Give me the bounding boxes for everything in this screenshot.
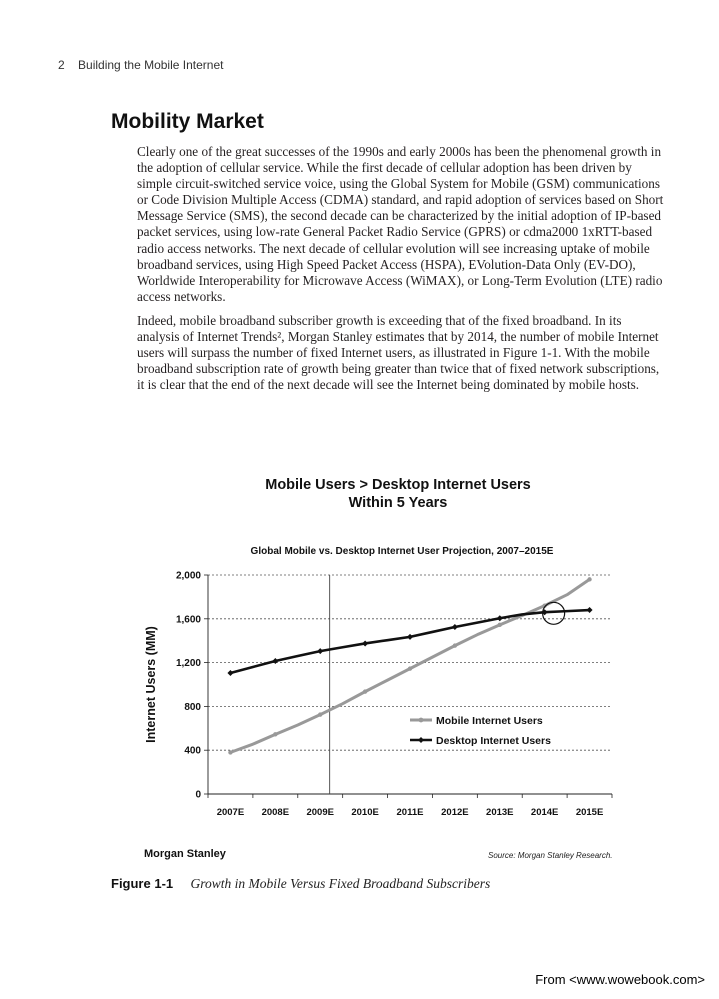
figure-caption-label: Figure 1-1 [111, 876, 174, 891]
data-point-desktop [272, 658, 278, 664]
chart-svg [140, 540, 640, 830]
y-tick-label: 0 [195, 789, 201, 801]
section-title: Mobility Market [111, 110, 264, 133]
paragraph-2: Indeed, mobile broadband subscriber growth is exceeding that of the fixed broadband. In its analysis of Internet Trends², Morgan Stanley estimates that by 2014, the number of mobile Internet users will surpass the number of fixed Internet users, as illustrated in Figure 1-1. With the mobile broadband subscription rate of growth being greater than twice that of fixed network subscriptions, it is clear that the end of the next decade will see the Internet being dominated by mobile hosts. [137, 312, 660, 393]
data-point-mobile [273, 732, 277, 736]
figure-footer-source-note: Source: Morgan Stanley Research. [488, 851, 613, 860]
paragraph-1: Clearly one of the great successes of the 1990s and early 2000s has been the phenomenal growth in the adoption of cellular service. While the first decade of cellular adoption has been driven by simple circuit-switched service voice, using the Global System for Mobile (GSM) communications or Code Division Multiple Access (CDMA) standard, and rapid adoption of services based on Short Message Service (SMS), the second decade can be characterized by the initial adoption of IP-based packet services, using low-rate General Packet Radio Service (GPRS) or cdma2000 1xRTT-based radio access networks. The next decade of cellular evolution will see increasing uptake of mobile broadband services, using High Speed Packet Access (HSPA), EVolution-Data Only (EV-DO), Worldwide Interoperability for Microwave Access (WiMAX), or Long-Term Evolution (LTE) radio access networks. [137, 144, 664, 304]
y-tick-label: 1,200 [175, 658, 201, 670]
chart-title: Global Mobile vs. Desktop Internet User Projection, 2007–2015E [250, 546, 554, 557]
running-title: Building the Mobile Internet [78, 58, 224, 72]
figure-title [130, 476, 666, 512]
data-point-mobile [587, 577, 591, 581]
running-header [58, 58, 223, 72]
x-tick-label: 2010E [351, 807, 379, 818]
figure-title-line-2: Within 5 Years [348, 495, 448, 511]
figure-caption-text: Growth in Mobile Versus Fixed Broadband Subscribers [190, 876, 491, 891]
y-tick-label: 1,600 [175, 614, 201, 626]
data-point-desktop [587, 607, 593, 613]
series-line-desktop [230, 610, 589, 673]
x-tick-label: 2012E [441, 807, 469, 818]
x-tick-label: 2011E [396, 807, 424, 818]
figure-title-line-1: Mobile Users > Desktop Internet Users [265, 477, 531, 493]
x-tick-label: 2008E [261, 807, 290, 818]
watermark: From <www.wowebook.com> [535, 972, 705, 987]
chart [140, 540, 640, 830]
x-tick-label: 2009E [306, 807, 334, 818]
body-text [137, 144, 665, 401]
data-point-desktop [452, 624, 458, 630]
data-point-desktop [362, 640, 368, 646]
legend-label-mobile: Mobile Internet Users [436, 715, 543, 727]
legend-label-desktop: Desktop Internet Users [436, 735, 551, 747]
data-point-desktop [317, 648, 323, 654]
x-tick-label: 2007E [216, 807, 245, 818]
figure-footer-source-name: Morgan Stanley [144, 848, 226, 860]
y-tick-label: 2,000 [175, 570, 201, 582]
legend-marker-mobile [419, 718, 424, 723]
data-point-desktop [497, 615, 503, 621]
x-tick-label: 2013E [486, 807, 514, 818]
data-point-mobile [363, 689, 367, 693]
y-tick-label: 400 [184, 745, 201, 757]
y-tick-label: 800 [184, 701, 201, 713]
data-point-desktop [227, 670, 233, 676]
data-point-mobile [228, 750, 232, 754]
legend-marker-desktop [418, 737, 424, 743]
x-tick-label: 2014E [530, 807, 559, 818]
data-point-mobile [498, 623, 502, 627]
x-tick-label: 2015E [575, 807, 604, 818]
figure-caption [111, 876, 490, 892]
data-point-mobile [453, 643, 457, 647]
data-point-mobile [318, 712, 322, 716]
page-number: 2 [58, 58, 65, 72]
y-axis-label: Internet Users (MM) [144, 626, 158, 743]
data-point-mobile [408, 666, 412, 670]
data-point-desktop [407, 634, 413, 640]
